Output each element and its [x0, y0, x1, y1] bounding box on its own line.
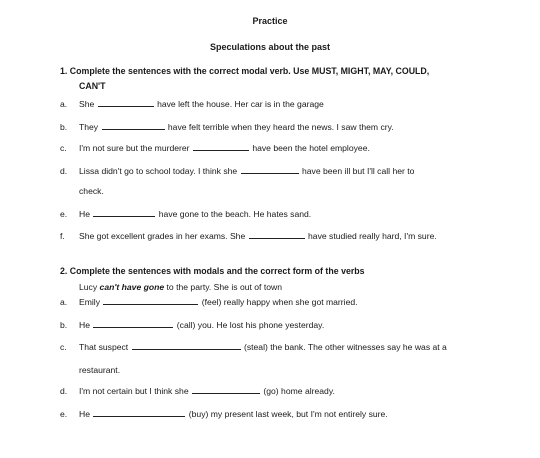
- item-text-after: have studied really hard, I'm sure.: [308, 231, 437, 241]
- list-item: [60, 230, 530, 242]
- item-text-before: She: [79, 99, 95, 109]
- answer-blank[interactable]: [193, 142, 249, 151]
- item-label: f.: [60, 231, 65, 241]
- section1-instruction: [60, 64, 520, 94]
- item-text-after: have felt terrible when they heard the news. I saw them cry.: [167, 122, 394, 132]
- item-text-before: He: [79, 209, 90, 219]
- answer-blank[interactable]: [241, 165, 299, 174]
- list-item: [60, 296, 530, 308]
- list-item: [60, 165, 530, 177]
- item-text-before: I'm not sure but the murderer: [79, 143, 190, 153]
- item-text-after: have been ill but I'll call her to: [301, 166, 415, 176]
- page-subtitle: Speculations about the past: [209, 42, 330, 52]
- example-text-before: Lucy: [79, 282, 100, 292]
- example-answer: can't have gone: [99, 282, 165, 292]
- item-label: c.: [60, 342, 67, 352]
- item-label: a.: [60, 297, 68, 307]
- item-label: a.: [60, 99, 68, 109]
- list-item: [60, 98, 530, 110]
- answer-blank[interactable]: [93, 208, 155, 217]
- answer-blank[interactable]: [98, 98, 154, 107]
- list-item: [60, 385, 530, 397]
- item-label: d.: [60, 166, 68, 176]
- item-label: e.: [60, 209, 68, 219]
- item-text-after: have left the house. Her car is in the garage: [157, 99, 324, 109]
- item-label: e.: [60, 409, 68, 419]
- answer-blank[interactable]: [192, 385, 260, 394]
- example-sentence: [79, 281, 282, 293]
- item-text-before: They: [79, 122, 99, 132]
- section1-instruction-line1: 1. Complete the sentences with the correct modal verb. Use MUST, MIGHT, MAY, COULD,: [60, 66, 430, 76]
- item-label: b.: [60, 122, 68, 132]
- item-text-after: (feel) really happy when she got married.: [201, 297, 358, 307]
- list-item: [60, 208, 530, 220]
- answer-blank[interactable]: [132, 341, 241, 350]
- answer-blank[interactable]: [103, 296, 198, 305]
- list-item: [60, 408, 530, 420]
- item-label: c.: [60, 143, 67, 153]
- list-item: [60, 319, 530, 331]
- item-text-after: (steal) the bank. The other witnesses say he was at a: [243, 342, 447, 352]
- item-text-before: She got excellent grades in her exams. She: [79, 231, 246, 241]
- item-text-after: have been the hotel employee.: [252, 143, 370, 153]
- item-label: b.: [60, 320, 68, 330]
- item-text-after: (go) home already.: [263, 386, 335, 396]
- list-item: [60, 142, 530, 154]
- item-text-after: (buy) my present last week, but I'm not entirely sure.: [188, 409, 388, 419]
- example-text-after: to the party. She is out of town: [164, 282, 282, 292]
- item-text-before: Lissa didn't go to school today. I think she: [79, 166, 238, 176]
- item-text-before: He: [79, 320, 90, 330]
- answer-blank[interactable]: [93, 319, 173, 328]
- item-text-after: (call) you. He lost his phone yesterday.: [176, 320, 325, 330]
- item-continuation: check.: [79, 186, 104, 196]
- item-text-before: That suspect: [79, 342, 129, 352]
- section1-instruction-line2: CAN'T: [79, 81, 106, 91]
- list-item: [60, 341, 530, 353]
- list-item: [60, 121, 530, 133]
- item-continuation: restaurant.: [79, 365, 121, 375]
- page-title: Practice: [252, 16, 288, 26]
- item-text-before: Emily: [79, 297, 101, 307]
- answer-blank[interactable]: [93, 408, 185, 417]
- item-label: d.: [60, 386, 68, 396]
- answer-blank[interactable]: [249, 230, 305, 239]
- item-text-before: He: [79, 409, 90, 419]
- item-text-after: have gone to the beach. He hates sand.: [158, 209, 312, 219]
- section2-instruction: 2. Complete the sentences with modals and the correct form of the verbs: [60, 266, 365, 276]
- item-text-before: I'm not certain but I think she: [79, 386, 189, 396]
- answer-blank[interactable]: [102, 121, 165, 130]
